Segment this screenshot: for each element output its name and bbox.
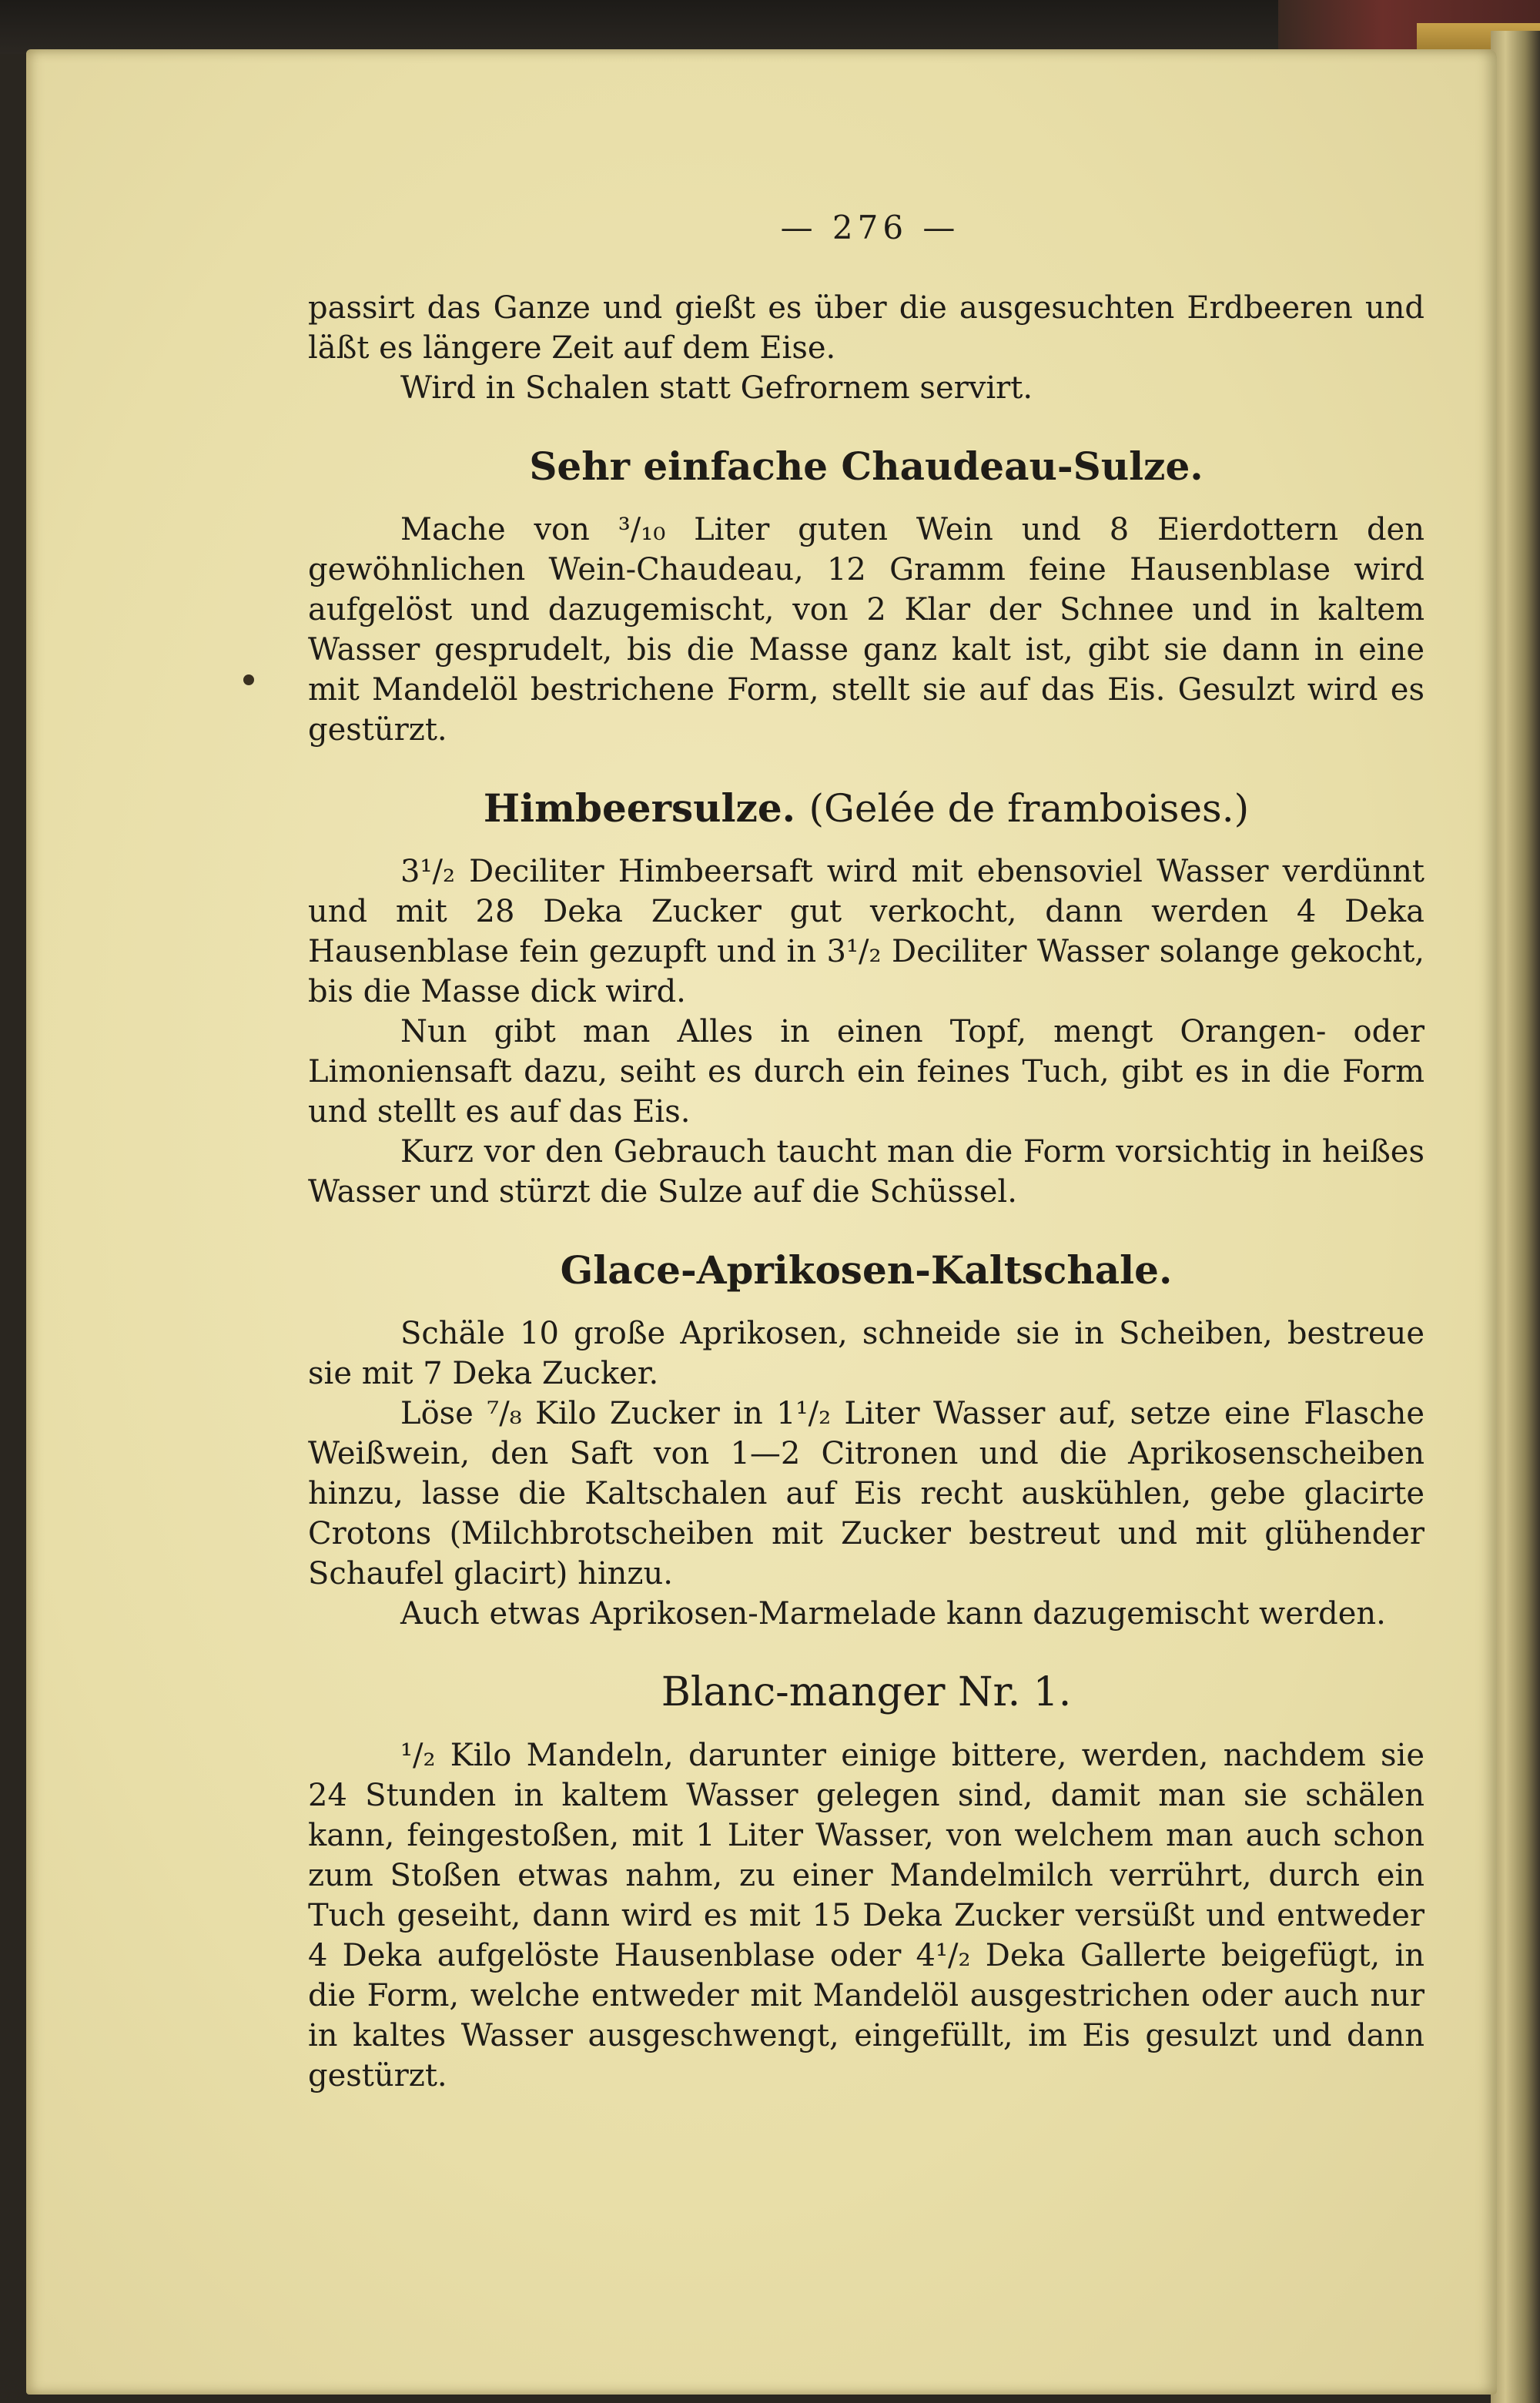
paragraph: Wird in Schalen statt Gefrornem servirt. (400, 370, 1033, 406)
page-edge-stack (1491, 31, 1540, 2403)
recipe-title-blanc-manger: Blanc-manger Nr. 1. (661, 1669, 1072, 1715)
recipe-title-aprikosen-kaltschale: Glace-Aprikosen-Kaltschale. (560, 1247, 1173, 1293)
paragraph: Mache von ³/₁₀ Liter guten Wein und 8 Eierdottern den gewöhnlichen Wein-Chaudeau, 12 Gramm feine Hausenblase wird aufgelöst und dazugemischt, von 2 Klar der Schnee und in kaltem Wasser gesprudelt, bis die Masse ganz kalt ist, gibt sie dann in eine mit Mandelöl bestrichene Form, stellt sie auf das Eis. Gesulzt wird es gestürzt. (308, 512, 1424, 748)
paragraph: ¹/₂ Kilo Mandeln, darunter einige bittere, werden, nachdem sie 24 Stunden in kaltem Wasser gelegen sind, damit man sie schälen kann, feingestoßen, mit 1 Liter Wasser, von welchem man auch schon zum Stoßen etwas nahm, zu einer Mandelmilch verrührt, durch ein Tuch geseiht, dann wird es mit 15 Deka Zucker versüßt und entweder 4 Deka aufgelöste Hausenblase oder 4¹/₂ Deka Gallerte beigefügt, in die Form, welche entweder mit Mandelöl ausgestrichen oder auch nur in kaltes Wasser ausgeschwengt, eingefüllt, im Eis gesulzt und dann gestürzt. (308, 1738, 1424, 2093)
ink-spot (243, 674, 254, 685)
paragraph: Kurz vor den Gebrauch taucht man die Form vorsichtig in heißes Wasser und stürzt die Sulze auf die Schüssel. (308, 1134, 1424, 1210)
paragraph: Nun gibt man Alles in einen Topf, mengt Orangen- oder Limoniensaft dazu, seiht es durch ein feines Tuch, gibt es in die Form und stellt es auf das Eis. (308, 1014, 1424, 1130)
page-text (308, 208, 1424, 2096)
paragraph: passirt das Ganze und gießt es über die ausgesuchten Erdbeeren und läßt es längere Zeit auf dem Eise. (308, 290, 1424, 366)
recipe-heading-himbeersulze (308, 785, 1424, 832)
paragraph: 3¹/₂ Deciliter Himbeersaft wird mit ebensoviel Wasser verdünnt und mit 28 Deka Zucker gut verkocht, dann werden 4 Deka Hausenblase fein gezupft und in 3¹/₂ Deciliter Wasser solange gekocht, bis die Masse dick wird. (308, 854, 1424, 1009)
paragraph: Löse ⁷/₈ Kilo Zucker in 1¹/₂ Liter Wasser auf, setze eine Flasche Weißwein, den Saft von 1—2 Citronen und die Aprikosenscheiben hinzu, lasse die Kaltschalen auf Eis recht auskühlen, gebe glacirte Crotons (Milchbrotscheiben mit Zucker bestreut und mit glühender Schaufel glacirt) hinzu. (308, 1396, 1424, 1591)
recipe-title-chaudeau-sulze: Sehr einfache Chaudeau-Sulze. (529, 443, 1204, 489)
page-number: — 276 — (780, 209, 960, 246)
recipe-title-himbeersulze: Himbeersulze. (483, 785, 796, 831)
paragraph: Schäle 10 große Aprikosen, schneide sie in Scheiben, bestreue sie mit 7 Deka Zucker. (308, 1316, 1424, 1391)
paragraph: Auch etwas Aprikosen-Marmelade kann dazugemischt werden. (400, 1596, 1386, 1632)
recipe-subtitle: (Gelée de framboises.) (808, 786, 1250, 831)
